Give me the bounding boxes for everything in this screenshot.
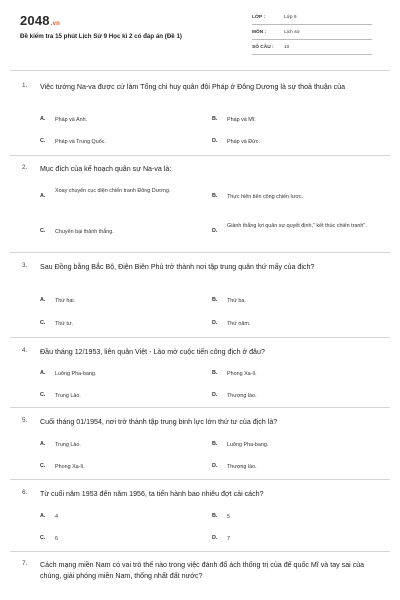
option-letter: D. <box>212 392 218 398</box>
option-text: Luông Pha-bang. <box>227 442 269 448</box>
option-letter: D. <box>212 320 218 326</box>
option-letter: B. <box>212 193 218 199</box>
option-text: Thứ hai. <box>55 298 76 304</box>
question-number: 1. <box>22 82 28 89</box>
meta-class-label: LỚP : <box>252 15 266 20</box>
question-text: Sau Đồng bằng Bắc Bộ, Điện Biên Phủ trở thành nơi tập trung quân thứ mấy của địch? <box>40 263 315 271</box>
option-text: Chuyển bại thành thắng. <box>55 229 114 235</box>
option-text: Phong Xa-lì. <box>55 464 85 470</box>
meta-subject-label: MÔN : <box>252 30 267 35</box>
header-separator <box>10 70 390 71</box>
option-letter: D. <box>212 535 218 541</box>
option-letter: C. <box>40 138 46 144</box>
option-text: Trung Lào. <box>55 393 81 399</box>
option-letter: D. <box>212 228 218 234</box>
option-text: Thứ năm. <box>227 321 251 327</box>
question-number: 4. <box>22 347 28 354</box>
question-separator <box>10 337 390 338</box>
question-separator <box>10 155 390 156</box>
header <box>0 0 400 66</box>
site-logo[interactable] <box>20 13 60 28</box>
option-letter: C. <box>40 535 46 541</box>
option-text: 5 <box>227 514 230 520</box>
question-text: Cuối tháng 01/1954, nơi trở thành tập trung binh lực lớn thứ tư của địch là? <box>40 418 278 426</box>
question-number: 5. <box>22 417 28 424</box>
question-separator <box>10 479 390 480</box>
option-letter: A. <box>40 297 46 303</box>
option-text: 4 <box>55 514 58 520</box>
option-text: 7 <box>227 536 230 542</box>
option-text: Xoay chuyển cục diện chiến tranh Đông Dương. <box>55 188 171 194</box>
question-separator <box>10 407 390 408</box>
option-text: Pháp và Anh. <box>55 117 88 123</box>
option-text: Pháp và Mĩ. <box>227 117 256 123</box>
option-letter: C. <box>40 392 46 398</box>
option-letter: C. <box>40 228 46 234</box>
option-letter: B. <box>212 297 218 303</box>
option-letter: B. <box>212 513 218 519</box>
option-letter: A. <box>40 513 46 519</box>
option-letter: B. <box>212 441 218 447</box>
question-number: 7. <box>22 560 28 567</box>
question-text: Từ cuối năm 1953 đến năm 1956, ta tiến hành bao nhiêu đợt cải cách? <box>40 490 264 498</box>
option-letter: A. <box>40 116 46 122</box>
option-letter: D. <box>212 463 218 469</box>
question-text: Cách mạng miền Nam có vai trò thế nào trong việc đánh đổ ách thống trị của đế quốc Mĩ và tay sai của chúng, giải phóng miền Nam, thống nhất đất nước? <box>40 561 365 580</box>
option-letter: D. <box>212 138 218 144</box>
question-text: Mục đích của kế hoạch quân sự Na-va là: <box>40 165 172 173</box>
meta-count-value: 10 <box>284 45 290 50</box>
option-letter: A. <box>40 370 46 376</box>
option-letter: A. <box>40 193 46 199</box>
document-title: Đề kiểm tra 15 phút Lịch Sử 9 Học kì 2 có đáp án (Đề 1) <box>20 33 182 40</box>
option-text: Giành thắng lợi quân sự quyết định," kết thúc chiến tranh". <box>227 223 367 229</box>
option-text: Thượng lào. <box>227 464 257 470</box>
question-number: 6. <box>22 489 28 496</box>
question-separator <box>10 252 390 253</box>
option-letter: B. <box>212 370 218 376</box>
option-letter: B. <box>212 116 218 122</box>
option-text: Pháp và Trung Quốc. <box>55 139 106 145</box>
meta-count-label: SỐ CÂU : <box>252 45 274 50</box>
logo-text: 2048 <box>20 13 50 28</box>
question-text: Việc tướng Na-va được cử làm Tổng chỉ huy quân đội Pháp ở Đông Dương là sự thoả thuận của <box>40 83 346 91</box>
option-text: Luông Pha-bang. <box>55 371 97 377</box>
question-number: 2. <box>22 164 28 171</box>
question-separator <box>10 551 390 552</box>
option-letter: C. <box>40 320 46 326</box>
logo-suffix: .vn <box>50 21 61 27</box>
option-letter: C. <box>40 463 46 469</box>
option-text: Trung Lào. <box>55 442 81 448</box>
meta-divider <box>252 54 372 55</box>
meta-subject-value: Lịch sử <box>284 30 300 35</box>
option-text: 6 <box>55 536 58 542</box>
option-text: Thứ ba. <box>227 298 246 304</box>
option-text: Pháp và Đức. <box>227 139 260 145</box>
option-text: Thứ tư. <box>55 321 74 327</box>
meta-class-value: Lớp 9 <box>284 15 297 20</box>
option-text: Phong Xa-lì. <box>227 371 257 377</box>
option-text: Thượng lào. <box>227 393 257 399</box>
question-text: Đầu tháng 12/1953, liên quân Việt - Lào mở cuộc tiến công địch ở đâu? <box>40 348 265 356</box>
meta-divider <box>252 39 372 40</box>
meta-divider <box>252 24 372 25</box>
option-text: Thực hiện tiến công chiến lược. <box>227 194 304 200</box>
question-number: 3. <box>22 262 28 269</box>
option-letter: A. <box>40 441 46 447</box>
